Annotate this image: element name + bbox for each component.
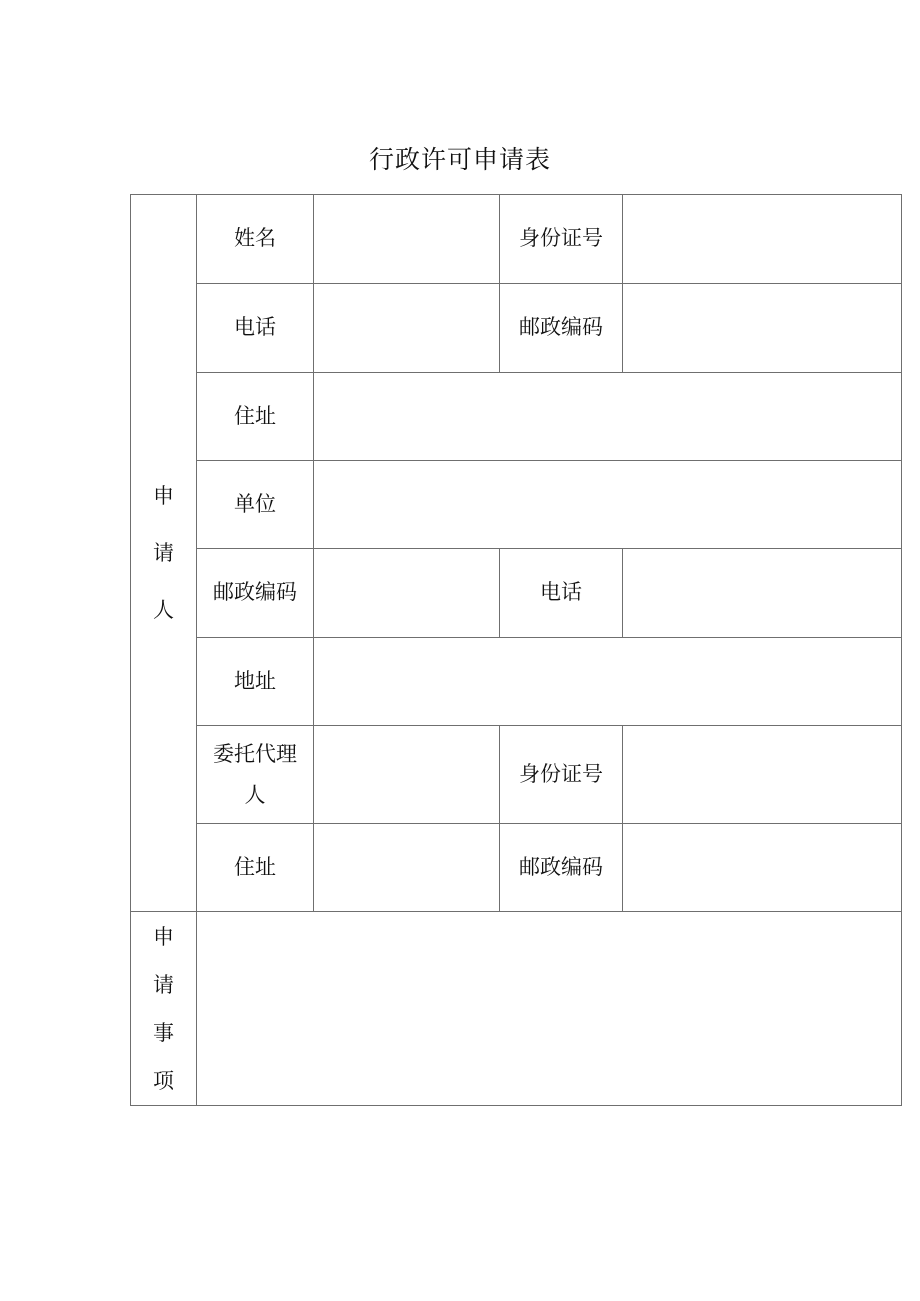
table-row (131, 373, 902, 461)
name-label: 姓名 (197, 195, 314, 284)
phone-label: 电话 (197, 284, 314, 373)
section-applicant-char: 人 (153, 597, 174, 622)
section-matter-label (131, 912, 197, 1106)
unit-phone-field[interactable] (623, 549, 902, 638)
unit-postcode-field[interactable] (314, 549, 500, 638)
table-row (131, 549, 902, 638)
agent-label (197, 726, 314, 824)
table-row (131, 912, 902, 1106)
agent-postcode-label: 邮政编码 (500, 824, 623, 912)
residence-label: 住址 (197, 373, 314, 461)
address-label: 地址 (197, 638, 314, 726)
unit-label: 单位 (197, 461, 314, 549)
table-row (131, 824, 902, 912)
postcode-field[interactable] (623, 284, 902, 373)
section-applicant-char: 申 (153, 483, 174, 508)
section-applicant-label (131, 195, 197, 912)
section-matter-char: 请 (153, 972, 174, 997)
table-row (131, 638, 902, 726)
phone-field[interactable] (314, 284, 500, 373)
unit-field[interactable] (314, 461, 902, 549)
agent-residence-label: 住址 (197, 824, 314, 912)
agent-id-number-field[interactable] (623, 726, 902, 824)
unit-phone-label: 电话 (500, 549, 623, 638)
name-field[interactable] (314, 195, 500, 284)
agent-postcode-field[interactable] (623, 824, 902, 912)
section-matter-char: 申 (153, 924, 174, 949)
address-field[interactable] (314, 638, 902, 726)
application-form-table (130, 194, 902, 1106)
table-row (131, 726, 902, 824)
section-applicant-char: 请 (153, 540, 174, 565)
postcode-label: 邮政编码 (500, 284, 623, 373)
agent-label-line: 人 (244, 782, 266, 807)
matter-field[interactable] (197, 912, 902, 1106)
section-matter-char: 项 (153, 1068, 174, 1093)
table-row (131, 195, 902, 284)
residence-field[interactable] (314, 373, 902, 461)
id-number-label: 身份证号 (500, 195, 623, 284)
table-row (131, 461, 902, 549)
form-title: 行政许可申请表 (368, 145, 551, 174)
unit-postcode-label: 邮政编码 (197, 549, 314, 638)
agent-label-line: 委托代理 (213, 741, 297, 766)
agent-field[interactable] (314, 726, 500, 824)
agent-id-number-label: 身份证号 (500, 726, 623, 824)
agent-residence-field[interactable] (314, 824, 500, 912)
id-number-field[interactable] (623, 195, 902, 284)
table-row (131, 284, 902, 373)
section-matter-char: 事 (153, 1020, 174, 1045)
